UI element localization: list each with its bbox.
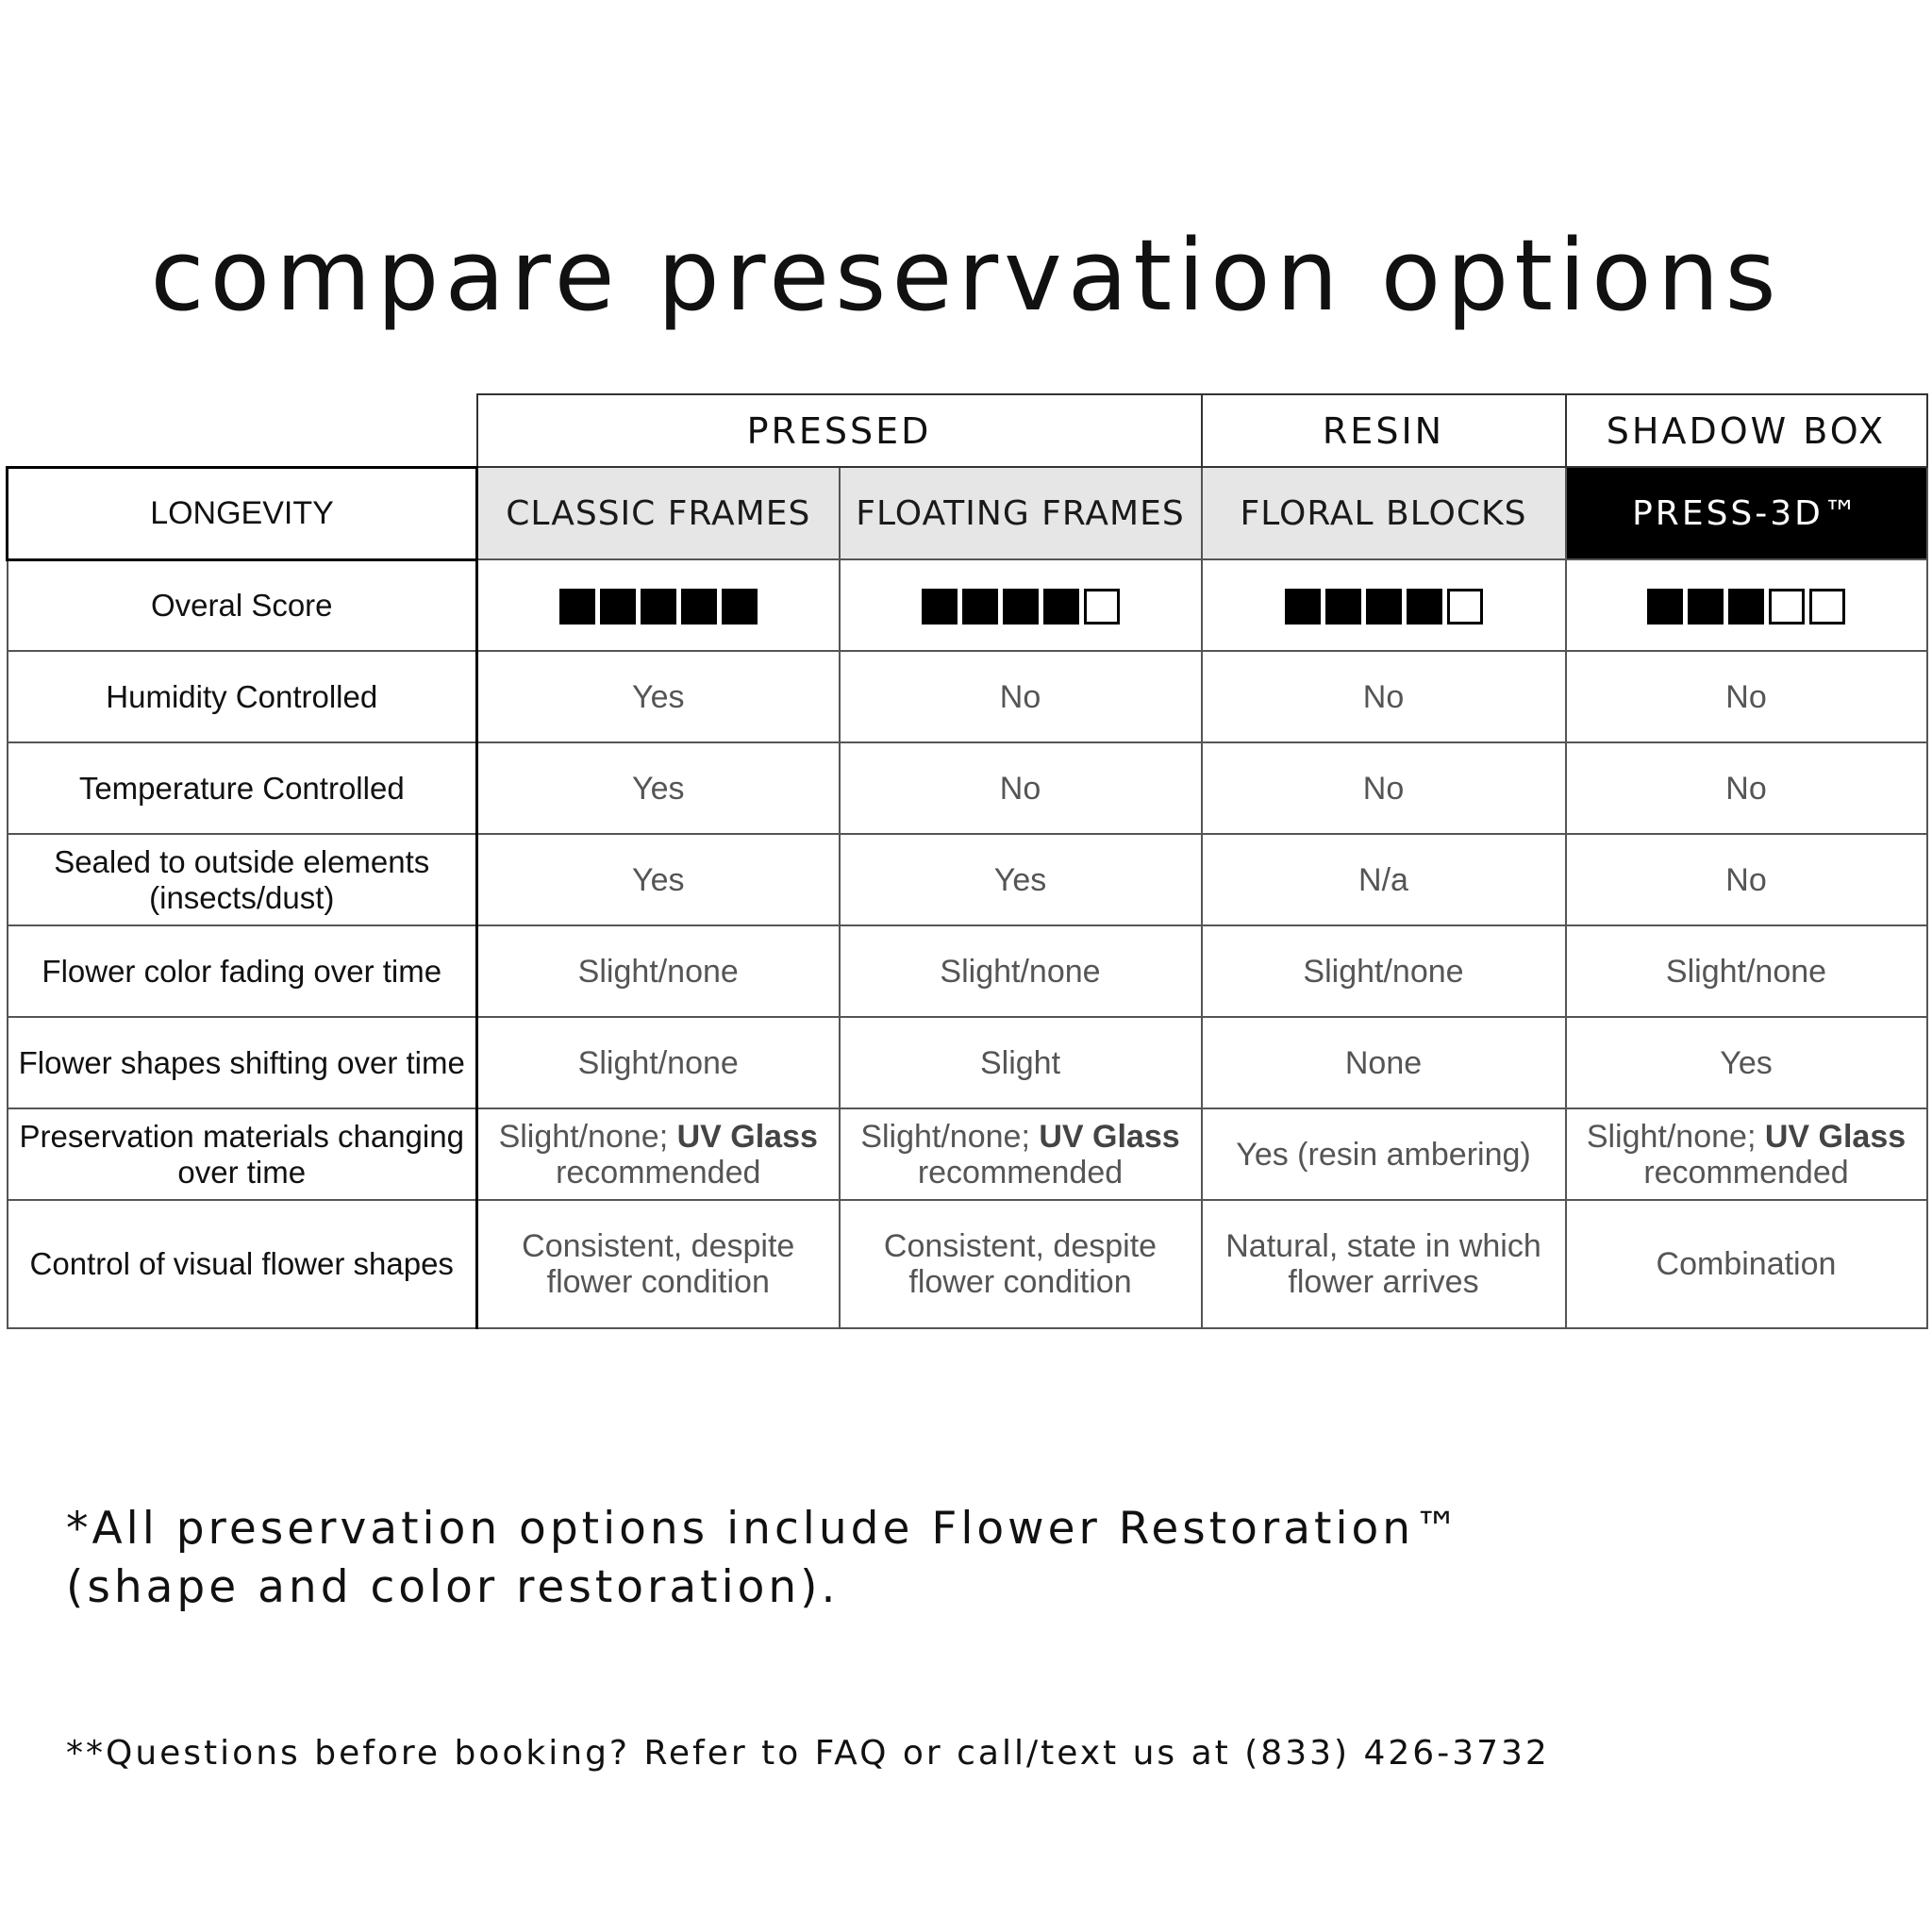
empty-corner — [8, 394, 477, 467]
cell-text: Slight/none; — [860, 1118, 1030, 1155]
score-meter — [922, 589, 1120, 625]
table-cell: Yes — [477, 834, 840, 925]
uv-glass-note: UV Glass — [1764, 1118, 1907, 1155]
column-header-classic-frames: CLASSIC FRAMES — [477, 467, 840, 559]
restoration-note-line1: *All preservation options include Flower Restoration™ — [66, 1503, 1463, 1555]
table-cell: Consistent, despite flower condition — [840, 1200, 1202, 1328]
cell-text: Slight/none; — [1586, 1118, 1757, 1155]
row-label: Flower color fading over time — [8, 925, 477, 1017]
table-cell: Slight/none — [477, 1017, 840, 1108]
score-square-filled — [1728, 589, 1764, 625]
score-square-filled — [722, 589, 758, 625]
table-cell: Yes — [1566, 1017, 1927, 1108]
restoration-note — [66, 1500, 1462, 1617]
score-meter — [559, 589, 758, 625]
table-row — [8, 834, 1927, 925]
score-cell — [840, 559, 1202, 651]
row-label: Control of visual flower shapes — [8, 1200, 477, 1328]
table-row — [8, 651, 1927, 742]
table-cell: None — [1202, 1017, 1566, 1108]
column-header-row — [8, 467, 1927, 559]
table-cell: Yes — [477, 651, 840, 742]
row-label: Sealed to outside elements (insects/dust) — [8, 834, 477, 925]
page-title: compare preservation options — [150, 217, 1782, 333]
group-header-pressed: PRESSED — [477, 394, 1202, 467]
uv-glass-note: UV Glass — [1039, 1118, 1180, 1155]
table-cell: N/a — [1202, 834, 1566, 925]
contact-note: **Questions before booking? Refer to FAQ or call/text us at (833) 426-3732 — [66, 1734, 1550, 1773]
score-row — [8, 559, 1927, 651]
column-header-press-3d: PRESS-3D™ — [1566, 467, 1927, 559]
table-cell: No — [1566, 834, 1927, 925]
score-square-filled — [1285, 589, 1321, 625]
table-cell: No — [1566, 651, 1927, 742]
score-meter — [1285, 589, 1483, 625]
table-row — [8, 925, 1927, 1017]
score-square-filled — [1407, 589, 1442, 625]
score-square-filled — [1688, 589, 1724, 625]
table-cell — [1566, 1108, 1927, 1200]
table-cell: Slight/none — [840, 925, 1202, 1017]
score-square-filled — [641, 589, 676, 625]
score-square-filled — [600, 589, 636, 625]
longevity-label: LONGEVITY — [8, 467, 477, 559]
table-cell: Slight/none — [1566, 925, 1927, 1017]
score-meter — [1647, 589, 1845, 625]
comparison-table — [6, 393, 1928, 1329]
column-header-floating-frames: FLOATING FRAMES — [840, 467, 1202, 559]
row-label: Humidity Controlled — [8, 651, 477, 742]
table-cell — [477, 1108, 840, 1200]
score-square-filled — [1366, 589, 1402, 625]
table-cell: No — [840, 742, 1202, 834]
table-cell: Combination — [1566, 1200, 1927, 1328]
restoration-note-line2: (shape and color restoration). — [66, 1561, 840, 1613]
table-row — [8, 742, 1927, 834]
score-square-filled — [559, 589, 595, 625]
uv-glass-note: UV Glass — [676, 1118, 818, 1155]
score-square-filled — [962, 589, 998, 625]
table-row — [8, 1017, 1927, 1108]
score-cell — [1566, 559, 1927, 651]
table-cell: Slight/none — [1202, 925, 1566, 1017]
table-cell: Slight/none — [477, 925, 840, 1017]
table-cell: No — [840, 651, 1202, 742]
score-square-empty — [1084, 589, 1120, 625]
score-square-filled — [681, 589, 717, 625]
score-cell — [477, 559, 840, 651]
score-square-empty — [1447, 589, 1483, 625]
row-label: Flower shapes shifting over time — [8, 1017, 477, 1108]
table-cell: No — [1202, 742, 1566, 834]
table-cell: Consistent, despite flower condition — [477, 1200, 840, 1328]
table-row — [8, 1108, 1927, 1200]
score-square-filled — [922, 589, 958, 625]
table-cell: No — [1566, 742, 1927, 834]
cell-text: Slight/none; — [498, 1118, 669, 1155]
score-square-filled — [1043, 589, 1079, 625]
column-header-floral-blocks: FLORAL BLOCKS — [1202, 467, 1566, 559]
table-cell: Yes (resin ambering) — [1202, 1108, 1566, 1200]
cell-text-line2: recommended — [1643, 1154, 1849, 1191]
row-label: Overal Score — [8, 559, 477, 651]
score-square-empty — [1809, 589, 1845, 625]
score-cell — [1202, 559, 1566, 651]
table-cell: Natural, state in which flower arrives — [1202, 1200, 1566, 1328]
table-cell — [840, 1108, 1202, 1200]
group-header-resin: RESIN — [1202, 394, 1566, 467]
score-square-filled — [1003, 589, 1039, 625]
table-cell: Slight — [840, 1017, 1202, 1108]
score-square-filled — [1647, 589, 1683, 625]
score-square-filled — [1325, 589, 1361, 625]
cell-text-line2: recommended — [556, 1154, 761, 1191]
score-square-empty — [1769, 589, 1805, 625]
table-cell: Yes — [477, 742, 840, 834]
cell-text-line2: recommended — [917, 1154, 1124, 1191]
table-cell: Yes — [840, 834, 1202, 925]
row-label: Temperature Controlled — [8, 742, 477, 834]
group-header-row — [8, 394, 1927, 467]
group-header-shadow-box: SHADOW BOX — [1566, 394, 1927, 467]
row-label: Preservation materials changing over time — [8, 1108, 477, 1200]
table-row — [8, 1200, 1927, 1328]
table-cell: No — [1202, 651, 1566, 742]
